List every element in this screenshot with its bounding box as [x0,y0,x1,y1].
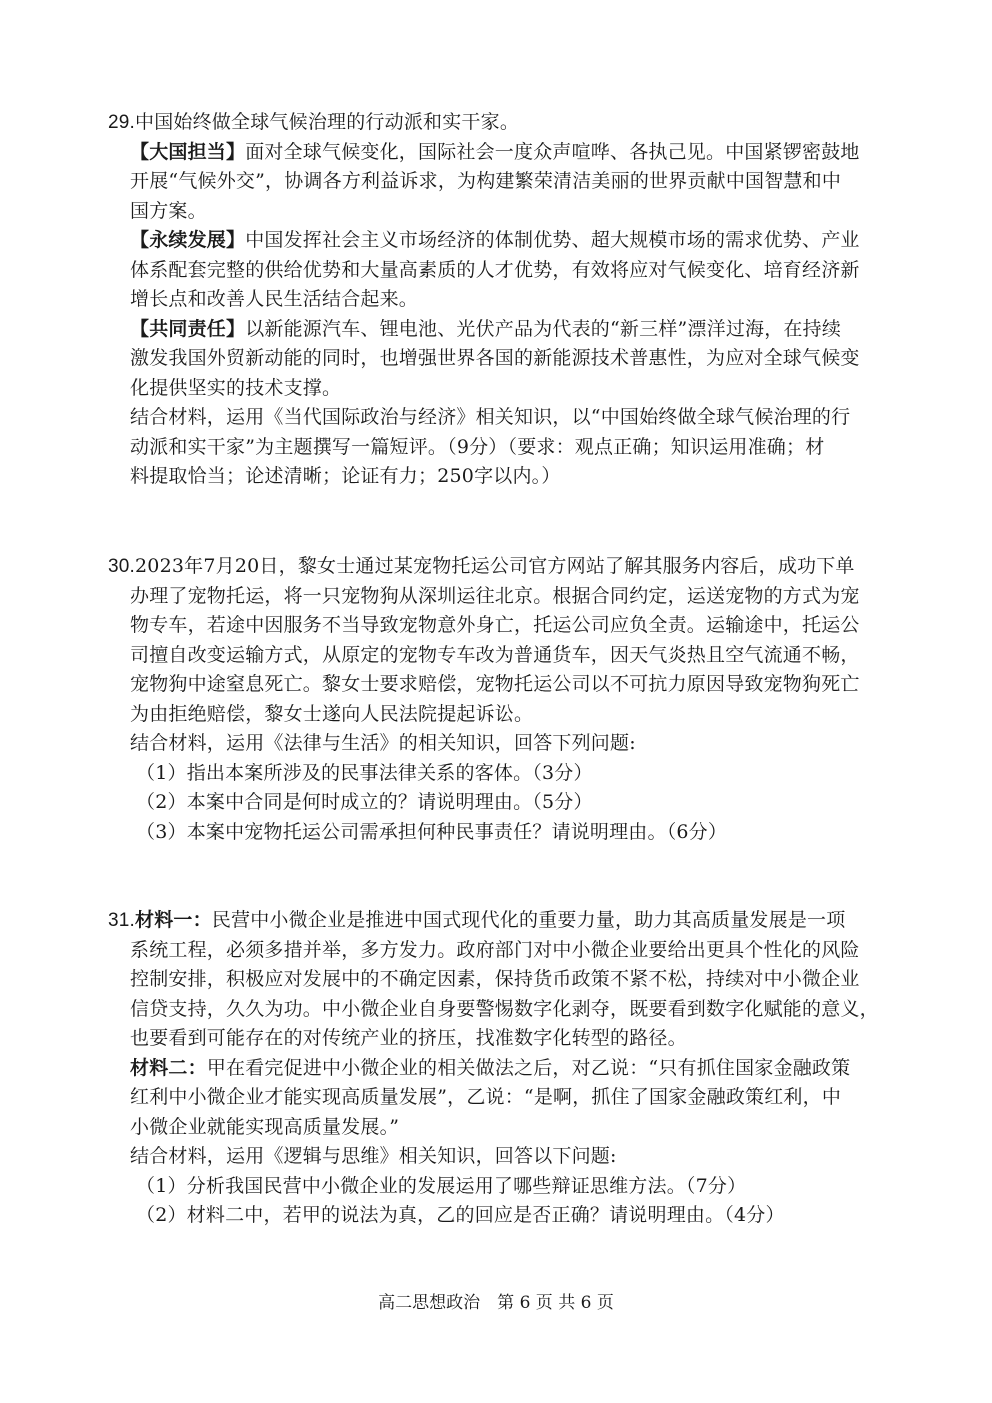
question-31 [108,906,886,1231]
q29-task-line-1: 结合材料，运用《当代国际政治与经济》相关知识，以“中国始终做全球气候治理的行 [130,406,851,428]
q30-number: 30. [108,556,136,577]
q30-text: 2023年7月20日，黎女士通过某宠物托运公司官方网站了解其服务内容后，成功下单 [135,555,855,577]
q29-section-text: 中国发挥社会主义市场经济的体制优势、超大规模市场的需求优势、产业 [245,229,860,251]
q29-section-tag: 【共同责任】 [130,317,246,340]
q29-section-text: 面对全球气候变化，国际社会一度众声喧哗、各执己见。中国紧锣密鼓地 [245,140,860,163]
q31-material-2-line-3: 小微企业就能实现高质量发展。” [130,1115,400,1138]
q31-material-1-line-4: 信贷支持，久久为功。中小微企业自身要警惕数字化剥夺，既要看到数字化赋能的意义， [130,997,879,1020]
q31-material-1-line-1 [108,906,886,936]
q29-section-2-line-1 [108,226,886,256]
q31-material-1-text: 民营中小微企业是推进中国式现代化的重要力量，助力其高质量发展是一项 [211,909,846,931]
q31-subquestion-2: （2）材料二中，若甲的说法为真，乙的回应是否正确？请说明理由。（4分） [136,1204,785,1226]
q29-section-1-line-3: 国方案。 [130,199,207,222]
q29-title: 中国始终做全球气候治理的行动派和实干家。 [135,111,520,133]
q30-subquestion-2: （2）本案中合同是何时成立的？请说明理由。（5分） [136,791,593,813]
q31-number: 31. [108,910,136,931]
q30-line-5: 宠物狗中途窒息死亡。黎女士要求赔偿，宠物托运公司以不可抗力原因导致宠物狗死亡 [130,673,860,695]
q31-material-2-tag: 材料二： [130,1056,207,1079]
q30-task: 结合材料，运用《法律与生活》的相关知识，回答下列问题: [130,732,636,754]
q30-line-6: 为由拒绝赔偿，黎女士遂向人民法院提起诉讼。 [130,702,534,725]
page-footer: 高二思想政治 第 6 页 共 6 页 [378,1293,614,1313]
q30-line-3: 物专车，若途中因服务不当导致宠物意外身亡，托运公司应负全责。运输途中，托运公 [130,614,860,636]
q29-section-3-line-1 [108,315,886,345]
q29-section-1-line-2: 开展“气候外交”，协调各方利益诉求，为构建繁荣清洁美丽的世界贡献中国智慧和中 [130,170,842,192]
q30-subquestion-1: （1）指出本案所涉及的民事法律关系的客体。（3分） [136,761,593,784]
question-29 [108,108,886,492]
q30-subquestion-3: （3）本案中宠物托运公司需承担何种民事责任？请说明理由。（6分） [136,820,728,843]
q29-title-line [108,108,886,138]
q30-line-2: 办理了宠物托运，将一只宠物狗从深圳运往北京。根据合同约定，运送宠物的方式为宠 [130,584,860,607]
q31-task: 结合材料，运用《逻辑与思维》相关知识，回答以下问题: [130,1145,617,1167]
q30-line-4: 司擅自改变运输方式，从原定的宠物专车改为普通货车，因天气炎热且空气流通不畅， [130,643,860,666]
q30-line-1 [108,552,886,582]
q29-section-2-line-2: 体系配套完整的供给优势和大量高素质的人才优势，有效将应对气候变化、培育经济新 [130,258,860,281]
q29-task-line-3: 料提取恰当；论述清晰；论证有力；250字以内。） [130,465,561,487]
q31-subquestion-1: （1）分析我国民营中小微企业的发展运用了哪些辩证思维方法。（7分） [136,1174,747,1197]
q29-section-2-line-3: 增长点和改善人民生活结合起来。 [130,288,419,310]
q29-section-tag: 【永续发展】 [130,229,246,251]
q31-material-1-tag: 材料一： [135,909,212,931]
q29-section-3-line-2: 激发我国外贸新动能的同时，也增强世界各国的新能源技术普惠性，为应对全球气候变 [130,347,860,369]
q31-material-1-line-3: 控制安排，积极应对发展中的不确定因素，保持货币政策不紧不松，持续对中小微企业 [130,968,860,990]
question-30 [108,552,886,847]
q31-material-1-line-2: 系统工程，必须多措并举，多方发力。政府部门对中小微企业要给出更具个性化的风险 [130,938,860,961]
q29-number: 29. [108,112,136,133]
q31-material-2-text: 甲在看完促进中小微企业的相关做法之后，对乙说：“只有抓住国家金融政策 [206,1056,851,1079]
q31-material-2-line-1 [108,1054,886,1084]
q29-section-text: 以新能源汽车、锂电池、光伏产品为代表的“新三样”漂洋过海，在持续 [245,317,842,340]
q29-section-1-line-1 [108,138,886,168]
q29-section-3-line-3: 化提供坚实的技术支撑。 [130,376,342,399]
q31-material-2-line-2: 红利中小微企业才能实现高质量发展”，乙说：“是啊，抓住了国家金融政策红利，中 [130,1086,842,1108]
q31-material-1-line-5: 也要看到可能存在的对传统产业的挤压，找准数字化转型的路径。 [130,1027,687,1049]
q29-section-tag: 【大国担当】 [130,140,246,163]
q29-task-line-2: 动派和实干家”为主题撰写一篇短评。（9分）（要求：观点正确；知识运用准确；材 [130,435,825,458]
